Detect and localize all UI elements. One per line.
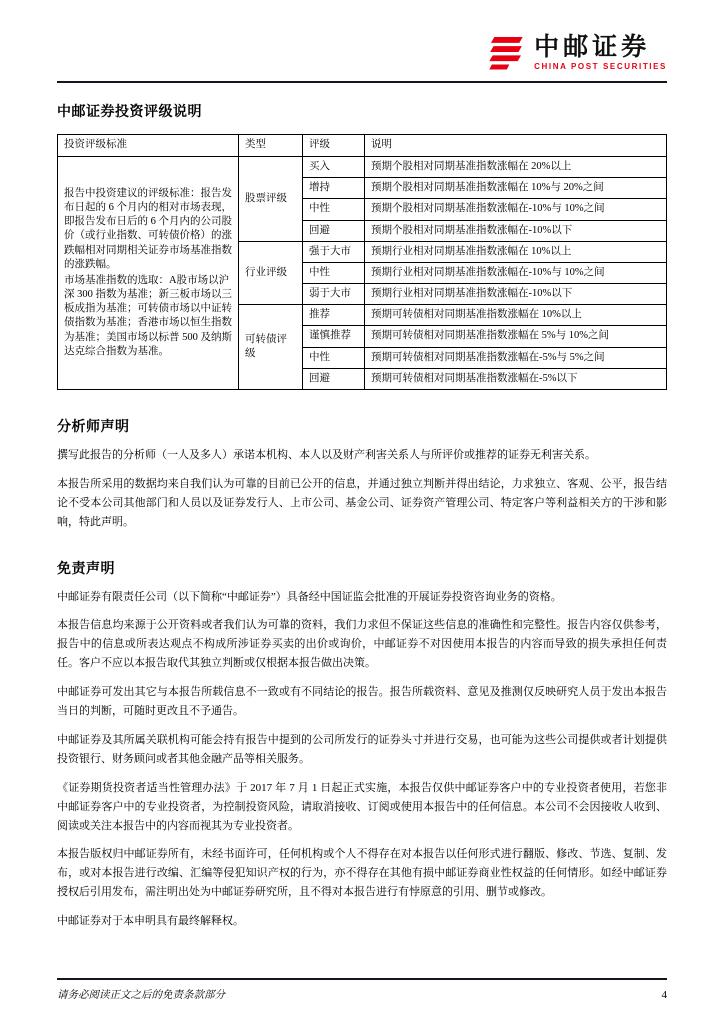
rating-cell: 中性	[303, 262, 365, 283]
brand-subtitle: CHINA POST SECURITIES	[534, 61, 667, 71]
rating-cell: 买入	[303, 157, 365, 178]
table-header-row	[58, 135, 667, 157]
analyst-section-title: 分析师声明	[57, 419, 130, 435]
col-header-type: 类型	[239, 135, 303, 157]
page-number: 4	[661, 989, 667, 1001]
rating-desc-cell: 预期个股相对同期基准指数涨幅在 20%以上	[365, 157, 667, 178]
rating-cell: 中性	[303, 199, 365, 220]
rating-desc-cell: 预期可转债相对同期基准指数涨幅在 10%以上	[365, 305, 667, 326]
disclaimer-paragraph: 本报告信息均来源于公开资料或者我们认为可靠的资料，我们力求但不保证这些信息的准确性和完整性。报告内容仅供参考，报告中的信息或所表达观点不构成所涉证券买卖的出价或询价，中邮证券不对因使用本报告的内容而导致的损失承担任何责任。客户不应以本报告取代其独立判断或仅根据本报告做出决策。	[57, 619, 667, 670]
header-divider	[57, 81, 667, 83]
analyst-paragraph: 撰写此报告的分析师（一人及多人）承诺本机构、本人以及财产利害关系人与所评价或推荐的证券无利害关系。	[57, 448, 596, 461]
rating-section-title: 中邮证券投资评级说明	[57, 105, 202, 120]
rating-cell: 弱于大市	[303, 284, 365, 305]
rating-cell: 回避	[303, 368, 365, 389]
rating-desc-cell: 预期行业相对同期基准指数涨幅在-10%与 10%之间	[365, 262, 667, 283]
disclaimer-paragraph: 中邮证券及其所属关联机构可能会持有报告中提到的公司所发行的证券头寸并进行交易，也可能为这些公司提供或者计划提供投资银行、财务顾问或者其他金融产品等相关服务。	[57, 733, 667, 765]
page-footer	[57, 978, 667, 1002]
disclaimer-section-title: 免责声明	[57, 561, 115, 577]
rating-cell: 推荐	[303, 305, 365, 326]
disclaimer-paragraph: 中邮证券可发出其它与本报告所载信息不一致或有不同结论的报告。报告所载资料、意见及推测仅反映研究人员于发出本报告当日的判断，可随时更改且不予通告。	[57, 686, 667, 718]
rating-type-cell: 可转债评级	[239, 305, 303, 390]
rating-desc-cell: 预期个股相对同期基准指数涨幅在-10%与 10%之间	[365, 199, 667, 220]
brand-logo-icon	[486, 32, 526, 72]
rating-desc-cell: 预期可转债相对同期基准指数涨幅在 5%与 10%之间	[365, 326, 667, 347]
brand-text	[534, 33, 667, 71]
disclaimer-paragraph: 中邮证券有限责任公司（以下简称“中邮证券”）具备经中国证监会批准的开展证券投资咨询业务的资格。	[57, 590, 562, 603]
disclaimer-paragraph: 《证券期货投资者适当性管理办法》于 2017 年 7 月 1 日起正式实施，本报告仅供中邮证券客户中的专业投资者使用，若您非中邮证券客户中的专业投资者，为控制投资风险，请取消接收、订阅或使用本报告中的任何信息。本公司不会因接收人收到、阅读或关注本报告中的内容而视其为专业投资者。	[57, 781, 667, 832]
rating-type-cell: 行业评级	[239, 241, 303, 305]
rating-cell: 增持	[303, 178, 365, 199]
col-header-criteria: 投资评级标准	[58, 135, 239, 157]
col-header-desc: 说明	[365, 135, 667, 157]
col-header-rating: 评级	[303, 135, 365, 157]
rating-desc-cell: 预期个股相对同期基准指数涨幅在 10%与 20%之间	[365, 178, 667, 199]
analyst-paragraph: 本报告所采用的数据均来自我们认为可靠的目前已公开的信息，并通过独立判断并得出结论，力求独立、客观、公平，报告结论不受本公司其他部门和人员以及证券发行人、上市公司、基金公司、证券资产管理公司、特定客户等利益相关方的干涉和影响，特此声明。	[57, 477, 667, 528]
rating-desc-cell: 预期行业相对同期基准指数涨幅在-10%以下	[365, 284, 667, 305]
rating-desc-cell: 预期可转债相对同期基准指数涨幅在-5%以下	[365, 368, 667, 389]
rating-desc-cell: 预期行业相对同期基准指数涨幅在 10%以上	[365, 241, 667, 262]
rating-cell: 强于大市	[303, 241, 365, 262]
footer-disclaimer-note: 请务必阅读正文之后的免责条款部分	[57, 990, 225, 1001]
disclaimer-paragraph: 中邮证券对于本申明具有最终解释权。	[57, 915, 244, 928]
rating-desc-cell: 预期个股相对同期基准指数涨幅在-10%以下	[365, 220, 667, 241]
rating-desc-cell: 预期可转债相对同期基准指数涨幅在-5%与 5%之间	[365, 347, 667, 368]
rating-criteria-cell	[58, 157, 239, 390]
rating-cell: 中性	[303, 347, 365, 368]
disclaimer-paragraph: 本报告版权归中邮证券所有，未经书面许可，任何机构或个人不得存在对本报告以任何形式进行翻版、修改、节选、复制、发布，或对本报告进行改编、汇编等侵犯知识产权的行为，亦不得存在其他有损中邮证券商业性权益的任何情形。如经中邮证券授权后引用发布，需注明出处为中邮证券研究所，且不得对本报告进行有悖原意的引用、删节或修改。	[57, 848, 667, 899]
rating-table	[57, 134, 667, 390]
rating-type-cell: 股票评级	[239, 157, 303, 242]
criteria-paragraph: 市场基准指数的选取：A股市场以沪深 300 指数为基准；新三板市场以三板成指为基准；可转债市场以中证转债指数为基准；香港市场以恒生指数为基准；美国市场以标普 500 及纳斯达克综合指数为基准。	[64, 274, 232, 357]
rating-cell: 回避	[303, 220, 365, 241]
criteria-paragraph: 报告中投资建议的评级标准：报告发布日起的 6 个月内的相对市场表现，即报告发布日后的 6 个月内的公司股价（或行业指数、可转债价格）的涨跌幅相对同期相关证券市场基准指数的涨跌幅。	[64, 187, 232, 270]
brand-name: 中邮证券	[534, 33, 651, 62]
table-row	[58, 157, 667, 178]
page-header	[57, 32, 667, 81]
rating-cell: 谨慎推荐	[303, 326, 365, 347]
